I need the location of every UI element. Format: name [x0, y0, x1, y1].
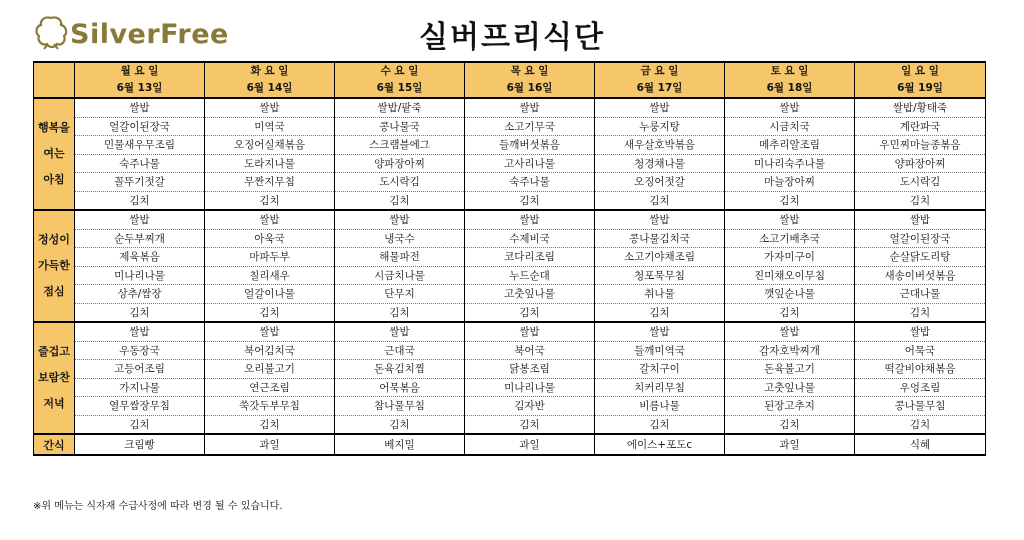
menu-item: 마파두부 [205, 248, 335, 267]
day-date: 6월 18일 [766, 82, 813, 94]
snack-item: 과일 [725, 434, 855, 455]
menu-item: 쑥갓두부무침 [205, 397, 335, 416]
menu-item: 얼갈이된장국 [75, 117, 205, 136]
day-date: 6월 14일 [246, 82, 293, 94]
menu-item: 김치 [335, 303, 465, 322]
menu-item: 청포묵무침 [595, 266, 725, 285]
menu-item: 김치 [75, 415, 205, 434]
menu-row [34, 248, 986, 267]
day-name: 금 요 일 [640, 65, 679, 77]
menu-item: 미나리나물 [465, 378, 595, 397]
menu-item: 쌀밥 [205, 210, 335, 229]
meal-label-line: 행복을 [38, 121, 70, 134]
day-name: 목 요 일 [510, 65, 549, 77]
menu-item: 취나물 [595, 285, 725, 304]
menu-item: 근대국 [335, 341, 465, 360]
menu-item: 쌀밥 [465, 98, 595, 117]
menu-item: 김치 [725, 303, 855, 322]
meal-label-line: 가득한 [38, 259, 70, 272]
menu-item: 갈치구이 [595, 360, 725, 379]
menu-item: 민물새우무조림 [75, 136, 205, 155]
menu-item: 들깨미역국 [595, 341, 725, 360]
footnote: ※위 메뉴는 식자재 수급사정에 따라 변경 될 수 있습니다. [33, 501, 283, 512]
menu-item: 고등어조림 [75, 360, 205, 379]
menu-item: 얼갈이된장국 [855, 229, 986, 248]
menu-item: 북어김치국 [205, 341, 335, 360]
menu-item: 어묵볶음 [335, 378, 465, 397]
meal-label [34, 98, 75, 210]
menu-item: 쌀밥 [75, 322, 205, 341]
menu-row [34, 397, 986, 416]
snack-item: 에이스+포도c [595, 434, 725, 455]
menu-row [34, 415, 986, 434]
menu-row [34, 117, 986, 136]
menu-item: 김치 [465, 191, 595, 210]
menu-item: 수제비국 [465, 229, 595, 248]
menu-item: 쌀밥/황태죽 [855, 98, 986, 117]
menu-item: 쌀밥 [855, 322, 986, 341]
menu-item: 쌀밥 [725, 322, 855, 341]
menu-item: 김치 [205, 415, 335, 434]
menu-row [34, 98, 986, 117]
menu-item: 계란파국 [855, 117, 986, 136]
day-name: 월 요 일 [120, 65, 159, 77]
menu-item: 김치 [335, 415, 465, 434]
day-header [465, 62, 595, 98]
menu-item: 고춧잎나물 [725, 378, 855, 397]
menu-item: 쌀밥 [335, 322, 465, 341]
menu-item: 콩나물무침 [855, 397, 986, 416]
menu-item: 치커리무침 [595, 378, 725, 397]
page-title: 실버프리식단 [419, 20, 605, 55]
day-date: 6월 16일 [506, 82, 553, 94]
weekly-menu-table [33, 61, 986, 456]
menu-item: 도라지나물 [205, 154, 335, 173]
menu-item: 양파장아찌 [855, 154, 986, 173]
menu-item: 숙주나물 [75, 154, 205, 173]
menu-item: 진미채오이무침 [725, 266, 855, 285]
menu-item: 고사리나물 [465, 154, 595, 173]
snack-item: 식혜 [855, 434, 986, 455]
menu-item: 김치 [595, 303, 725, 322]
menu-item: 오리불고기 [205, 360, 335, 379]
menu-item: 감자호박찌개 [725, 341, 855, 360]
day-name: 화 요 일 [250, 65, 289, 77]
menu-item: 돈육김치찜 [335, 360, 465, 379]
menu-item: 쌀밥 [855, 210, 986, 229]
menu-item: 마늘장아찌 [725, 173, 855, 192]
menu-item: 참나물무침 [335, 397, 465, 416]
menu-item: 쌀밥 [205, 322, 335, 341]
menu-item: 시금치국 [725, 117, 855, 136]
menu-item: 우동장국 [75, 341, 205, 360]
menu-item: 누룽지탕 [595, 117, 725, 136]
menu-row [34, 322, 986, 341]
menu-item: 청경채나물 [595, 154, 725, 173]
day-name: 일 요 일 [901, 65, 939, 77]
menu-item: 떡갈비야채볶음 [855, 360, 986, 379]
menu-item: 쌀밥 [335, 210, 465, 229]
logo-text: SilverFree [70, 18, 229, 50]
day-header [205, 62, 335, 98]
menu-row [34, 285, 986, 304]
menu-item: 김치 [725, 415, 855, 434]
menu-item: 김치 [725, 191, 855, 210]
menu-item: 제육볶음 [75, 248, 205, 267]
menu-item: 순살닭도리탕 [855, 248, 986, 267]
menu-item: 비름나물 [595, 397, 725, 416]
snack-item: 크림빵 [75, 434, 205, 455]
day-name: 수 요 일 [380, 65, 419, 77]
menu-item: 양파장아찌 [335, 154, 465, 173]
menu-row [34, 303, 986, 322]
meal-label-line: 즐겁고 [38, 345, 70, 358]
menu-row [34, 378, 986, 397]
menu-item: 김치 [855, 303, 986, 322]
menu-item: 근대나물 [855, 285, 986, 304]
menu-item: 쌀밥 [75, 98, 205, 117]
menu-item: 깻잎순나물 [725, 285, 855, 304]
menu-item: 숙주나물 [465, 173, 595, 192]
menu-item: 미역국 [205, 117, 335, 136]
meal-label-line: 저녁 [43, 397, 65, 410]
day-header [335, 62, 465, 98]
menu-item: 김치 [75, 191, 205, 210]
menu-item: 들깨버섯볶음 [465, 136, 595, 155]
menu-item: 우민찌마늘종볶음 [855, 136, 986, 155]
menu-item: 해물파전 [335, 248, 465, 267]
menu-item: 미나리숙주나물 [725, 154, 855, 173]
menu-item: 순두부찌개 [75, 229, 205, 248]
menu-item: 연근조림 [205, 378, 335, 397]
menu-item: 시금치나물 [335, 266, 465, 285]
menu-item: 가자미구이 [725, 248, 855, 267]
menu-item: 미나리나물 [75, 266, 205, 285]
menu-item: 도시락김 [335, 173, 465, 192]
day-header [855, 62, 986, 98]
menu-row [34, 173, 986, 192]
menu-item: 새우살호박볶음 [595, 136, 725, 155]
header-corner [34, 62, 75, 98]
menu-item: 콩나물국 [335, 117, 465, 136]
menu-item: 김치 [855, 415, 986, 434]
day-header [75, 62, 205, 98]
menu-row [34, 136, 986, 155]
menu-item: 김치 [205, 303, 335, 322]
menu-row [34, 154, 986, 173]
menu-item: 오징어실채볶음 [205, 136, 335, 155]
menu-item: 얼갈이나물 [205, 285, 335, 304]
menu-item: 된장고추지 [725, 397, 855, 416]
menu-item: 김치 [465, 303, 595, 322]
menu-item: 열무쌈장무침 [75, 397, 205, 416]
menu-item: 돈육불고기 [725, 360, 855, 379]
snack-label: 간식 [34, 434, 75, 455]
menu-item: 소고기배추국 [725, 229, 855, 248]
meal-label [34, 210, 75, 322]
menu-item: 꼴뚜기젓갈 [75, 173, 205, 192]
day-date: 6월 19일 [897, 82, 943, 94]
menu-item: 콩나물김치국 [595, 229, 725, 248]
menu-item: 단무지 [335, 285, 465, 304]
meal-label [34, 322, 75, 434]
menu-row [34, 341, 986, 360]
snack-item: 과일 [205, 434, 335, 455]
menu-item: 가지나물 [75, 378, 205, 397]
menu-item: 누드순대 [465, 266, 595, 285]
day-date: 6월 17일 [636, 82, 683, 94]
menu-item: 무짠지무침 [205, 173, 335, 192]
day-name: 토 요 일 [770, 65, 809, 77]
meal-label-line: 점심 [43, 285, 65, 298]
menu-item: 쌀밥 [75, 210, 205, 229]
menu-item: 소고기무국 [465, 117, 595, 136]
menu-item: 김치 [855, 191, 986, 210]
menu-item: 김치 [75, 303, 205, 322]
menu-item: 상추/쌈장 [75, 285, 205, 304]
menu-item: 북어국 [465, 341, 595, 360]
meal-label-line: 정성이 [38, 233, 70, 246]
menu-item: 코다리조림 [465, 248, 595, 267]
menu-item: 김자반 [465, 397, 595, 416]
day-header [595, 62, 725, 98]
menu-item: 메추리알조림 [725, 136, 855, 155]
menu-item: 쌀밥 [725, 98, 855, 117]
menu-item: 쌀밥 [595, 322, 725, 341]
menu-item: 아욱국 [205, 229, 335, 248]
menu-item: 쌀밥/팥죽 [335, 98, 465, 117]
menu-item: 쌀밥 [595, 210, 725, 229]
menu-row [34, 360, 986, 379]
menu-item: 냉국수 [335, 229, 465, 248]
menu-item: 스크램블에그 [335, 136, 465, 155]
meal-label-line: 아침 [43, 173, 65, 186]
menu-item: 김치 [595, 415, 725, 434]
menu-row [34, 210, 986, 229]
menu-item: 소고기야채조림 [595, 248, 725, 267]
menu-item: 고춧잎나물 [465, 285, 595, 304]
day-date: 6월 15일 [376, 82, 423, 94]
menu-row [34, 266, 986, 285]
menu-item: 어묵국 [855, 341, 986, 360]
menu-item: 김치 [205, 191, 335, 210]
day-header-row [34, 62, 986, 98]
menu-item: 김치 [595, 191, 725, 210]
menu-item: 김치 [465, 415, 595, 434]
menu-row [34, 229, 986, 248]
menu-item: 쌀밥 [725, 210, 855, 229]
meal-label-line: 여는 [43, 147, 65, 160]
day-header [725, 62, 855, 98]
menu-body [34, 98, 986, 455]
day-date: 6월 13일 [116, 82, 163, 94]
menu-item: 쌀밥 [465, 210, 595, 229]
menu-item: 쌀밥 [465, 322, 595, 341]
menu-item: 김치 [335, 191, 465, 210]
snack-item: 과일 [465, 434, 595, 455]
menu-item: 닭봉조림 [465, 360, 595, 379]
menu-item: 우엉조림 [855, 378, 986, 397]
meal-label-line: 보람찬 [38, 371, 70, 384]
menu-item: 새송이버섯볶음 [855, 266, 986, 285]
menu-item: 칠리새우 [205, 266, 335, 285]
menu-item: 쌀밥 [205, 98, 335, 117]
menu-item: 쌀밥 [595, 98, 725, 117]
snack-item: 베지밀 [335, 434, 465, 455]
snack-row [34, 434, 986, 455]
menu-item: 도시락김 [855, 173, 986, 192]
menu-row [34, 191, 986, 210]
menu-item: 오징어젓갈 [595, 173, 725, 192]
